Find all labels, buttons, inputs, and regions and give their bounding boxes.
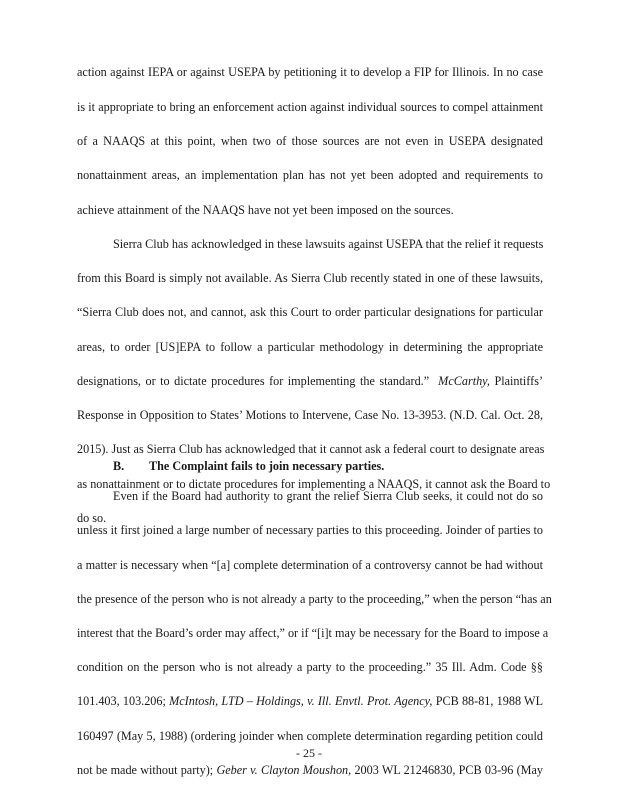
body-text-line: nonattainment areas, an implementation plan has not yet been adopted and requirements to	[77, 168, 543, 182]
body-text-line-with-citation	[77, 694, 543, 708]
body-text: not be made without party);	[77, 763, 214, 777]
body-text: 101.403, 103.206;	[77, 694, 170, 708]
body-text-line: of a NAAQS at this point, when two of those sources are not even in USEPA designated	[77, 134, 543, 148]
body-text: PCB 88-81, 1988 WL	[432, 694, 544, 708]
body-text: Plaintiffs’	[489, 374, 543, 388]
body-text-line: do so.	[77, 511, 107, 525]
body-text-line: interest that the Board’s order may affect,” or if “[i]t may be necessary for the Board to impose a	[77, 626, 549, 640]
body-text-line-with-citation	[77, 374, 543, 388]
page-number: - 25 -	[296, 746, 322, 760]
body-text: designations, or to dictate procedures for implementing the standard.”	[77, 374, 430, 388]
body-text-line: areas, to order [US]EPA to follow a particular methodology in determining the appropriate	[77, 340, 543, 354]
paragraph-start-line: Sierra Club has acknowledged in these lawsuits against USEPA that the relief it requests	[113, 237, 544, 251]
body-text-line: unless it first joined a large number of necessary parties to this proceeding. Joinder of parties to	[77, 523, 543, 537]
body-text-line: a matter is necessary when “[a] complete determination of a controversy cannot be had without	[77, 558, 543, 572]
case-citation: McIntosh, LTD – Holdings, v. Ill. Envtl. Prot. Agency,	[169, 694, 433, 708]
body-text-line: the presence of the person who is not already a party to the proceeding,” when the person “has an	[77, 592, 552, 606]
body-text-line: condition on the person who is not already a party to the proceeding.” 35 Ill. Adm. Code §§	[77, 660, 543, 674]
body-text-line: action against IEPA or against USEPA by petitioning it to develop a FIP for Illinois. In no case	[77, 65, 543, 79]
section-title: The Complaint fails to join necessary parties.	[149, 459, 385, 473]
case-citation: Geber v. Clayton Moushon,	[216, 763, 352, 777]
body-text-line: 2015). Just as Sierra Club has acknowledged that it cannot ask a federal court to designate areas	[77, 442, 545, 456]
section-number: B.	[113, 459, 125, 473]
paragraph-start-line: Even if the Board had authority to grant the relief Sierra Club seeks, it could not do so	[113, 489, 543, 503]
body-text: 2003 WL 21246830, PCB 03-96 (May	[351, 763, 543, 777]
body-text-line: is it appropriate to bring an enforcement action against individual sources to compel attainment	[77, 100, 543, 114]
body-text-line: Response in Opposition to States’ Motions to Intervene, Case No. 13-3953. (N.D. Cal. Oct. 28,	[77, 408, 543, 422]
body-text-line: 160497 (May 5, 1988) (ordering joinder when complete determination regarding petition could	[77, 729, 543, 743]
body-text-line: achieve attainment of the NAAQS have not yet been imposed on the sources.	[77, 203, 454, 217]
body-text-line-with-citation	[77, 763, 543, 777]
body-text-line: from this Board is simply not available. As Sierra Club recently stated in one of these lawsuits,	[77, 271, 543, 285]
body-text-line: as nonattainment or to dictate procedures for implementing a NAAQS, it cannot ask the Board to	[77, 477, 551, 491]
section-heading	[113, 459, 384, 473]
body-text-line: “Sierra Club does not, and cannot, ask this Court to order particular designations for particular	[77, 305, 543, 319]
case-citation: McCarthy,	[438, 374, 490, 388]
